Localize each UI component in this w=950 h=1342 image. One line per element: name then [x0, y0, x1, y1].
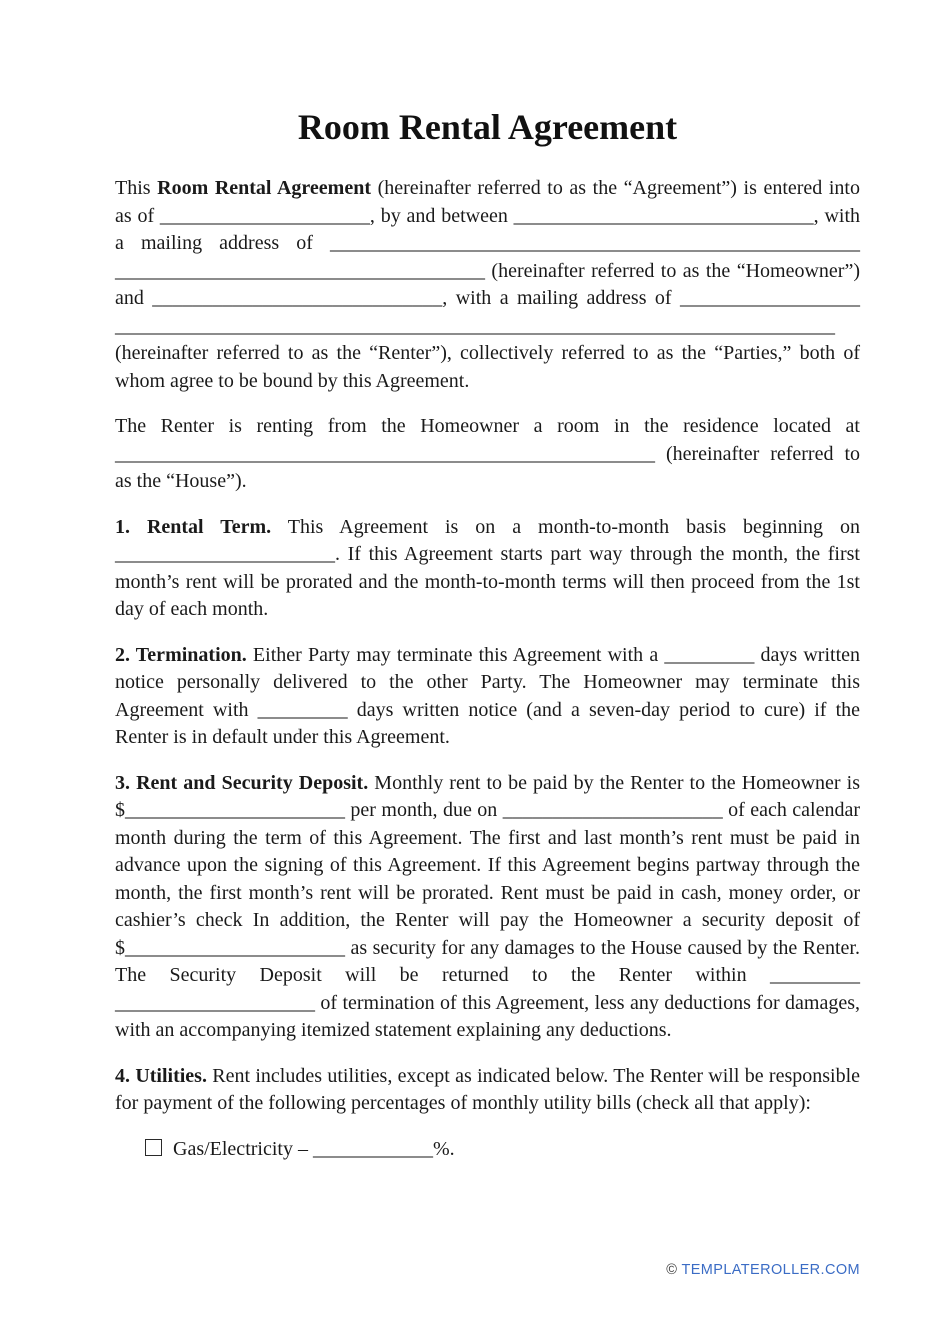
section-4-utilities [115, 1063, 860, 1118]
fill-in-blank: _____________________________________ [115, 259, 485, 282]
text-run: Monthly rent to be paid by the Renter to the Homeowner is $ [115, 771, 860, 822]
text-run: %. [432, 1137, 455, 1160]
text-run: per month, due on [345, 799, 503, 822]
fill-in-blank: __________________ [679, 287, 860, 310]
fill-in-blank: _________ [257, 698, 348, 721]
text-run: , with a mailing address of [115, 204, 860, 255]
checkbox-item-gas-electricity [145, 1136, 860, 1164]
section-3-rent-and-security-deposit [115, 770, 860, 1045]
text-run: as security for any damages to the House caused by the Renter. The Security Deposit will be returned to the Renter within [115, 936, 860, 987]
fill-in-blank: ____________ [312, 1137, 433, 1160]
fill-in-blank: _________ [770, 964, 860, 987]
text-run: of termination of this Agreement, less any deductions for damages, with an accompanying itemized statement explaining any deductions. [115, 991, 860, 1042]
document-title: Room Rental Agreement [297, 107, 678, 147]
text-run: Gas/Electricity – [173, 1137, 313, 1160]
paragraph-2 [115, 413, 860, 496]
text-run: days written notice personally delivered to the other Party. The Homeowner may terminate this Agreement with [115, 643, 861, 721]
document-body [115, 175, 860, 1163]
text-run: , with a mailing address of [442, 287, 680, 310]
fill-in-blank: ______________________________ [513, 204, 814, 227]
section-heading: 4. Utilities. [115, 1064, 207, 1087]
fill-in-blank: ______________________ [115, 543, 335, 566]
text-run: (hereinafter referred to as the “Renter”), collectively referred to as the “Parties,” both of whom agree to be bound by this Agreement. [115, 342, 860, 392]
fill-in-blank: ______________________ [502, 799, 723, 822]
checkbox-icon[interactable] [145, 1139, 162, 1156]
text-run: of each calendar month during the term of this Agreement. The first and last month’s rent must be paid in advance upon the signing of this Agreement. If this Agreement begins partway through the month, the first month’s rent will be prorated. Rent must be paid in cash, money order, or cashier’s check In addition, the Renter will pay the Homeowner a security deposit of $ [115, 799, 860, 959]
text-run: , by and between [369, 204, 514, 227]
paragraph-1 [115, 175, 860, 395]
text-run: (hereinafter referred to as the “Homeowner”) and [115, 259, 860, 310]
text-run: The Renter is renting from the Homeowner a room in the residence located at [115, 415, 860, 438]
text-run: days written notice (and a seven-day period to cure) if the Renter is in default under this Agreement. [115, 698, 861, 749]
text-run: . If this Agreement starts part way through the month, the first month’s rent will be prorated and the month-to-month terms will then proceed from the 1st day of each month. [115, 543, 860, 621]
section-1-rental-term [115, 514, 860, 624]
templateroller-link[interactable]: TEMPLATEROLLER.COM [681, 1262, 860, 1278]
fill-in-blank: ______________________ [125, 799, 345, 822]
fill-in-blank: ____________________ [115, 991, 315, 1014]
fill-in-blank: _________ [664, 643, 755, 666]
copyright-symbol: © [666, 1262, 678, 1278]
fill-in-blank: _____________________ [159, 204, 370, 227]
fill-in-blank: ________________________________________________________________________ [115, 314, 835, 337]
fill-in-blank: _____________________________________________________ [330, 232, 860, 255]
section-2-termination [115, 642, 860, 752]
section-heading: 2. Termination. [115, 643, 247, 666]
text-run: This Agreement is on a month-to-month basis beginning on [271, 515, 861, 538]
text-run: (hereinafter referred to as the “House”). [115, 442, 860, 493]
fill-in-blank: ______________________________________________________ [115, 442, 655, 465]
fill-in-blank: ______________________ [125, 936, 345, 959]
text-run: Rent includes utilities, except as indicated below. The Renter will be responsible for payment of the following percentages of monthly utility bills (check all that apply): [115, 1064, 860, 1115]
section-heading: 3. Rent and Security Deposit. [115, 771, 369, 794]
section-heading: 1. Rental Term. [115, 515, 272, 538]
text-run: Either Party may terminate this Agreement with a [246, 643, 665, 666]
text-run: This [115, 177, 158, 200]
text-run: (hereinafter referred to as the “Agreement”) is entered into as of [115, 177, 860, 227]
fill-in-blank: _____________________________ [152, 287, 443, 310]
bold-text-run: Room Rental Agreement [157, 177, 371, 200]
page-footer [666, 1262, 860, 1278]
